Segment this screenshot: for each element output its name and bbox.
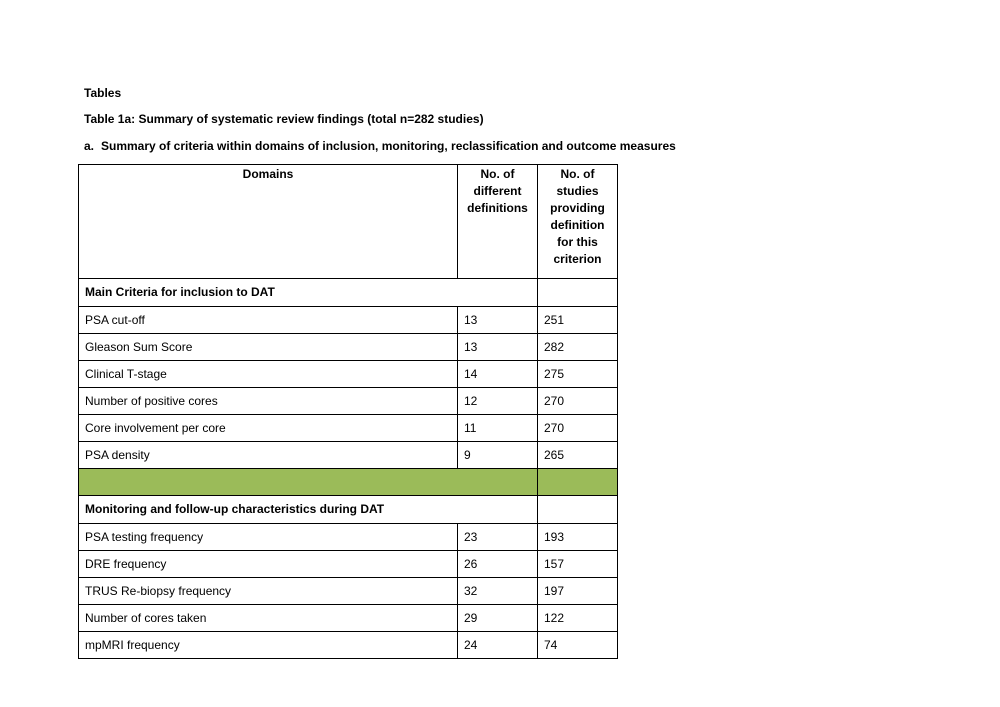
section-empty-cell: [538, 496, 618, 524]
separator-fill-cell: [538, 469, 618, 496]
studies-cell: 270: [538, 415, 618, 442]
section-row-monitoring: [79, 496, 618, 524]
definitions-cell: 24: [458, 632, 538, 659]
criterion-cell: TRUS Re-biopsy frequency: [79, 578, 458, 605]
studies-cell: 122: [538, 605, 618, 632]
section-heading-tables: Tables: [84, 86, 122, 100]
criterion-cell: Gleason Sum Score: [79, 334, 458, 361]
studies-cell: 265: [538, 442, 618, 469]
criterion-cell: Clinical T-stage: [79, 361, 458, 388]
definitions-cell: 11: [458, 415, 538, 442]
table-row: [79, 388, 618, 415]
studies-cell: 197: [538, 578, 618, 605]
criterion-cell: PSA density: [79, 442, 458, 469]
table-row: [79, 605, 618, 632]
studies-cell: 193: [538, 524, 618, 551]
table-row: [79, 551, 618, 578]
section-title-monitoring: Monitoring and follow-up characteristics during DAT: [79, 496, 538, 524]
summary-table: [78, 164, 618, 659]
subtitle-number: a.: [84, 139, 95, 153]
header-definitions: No. of different definitions: [458, 165, 538, 279]
table-row: [79, 632, 618, 659]
header-domains: Domains: [79, 165, 458, 279]
criterion-cell: Core involvement per core: [79, 415, 458, 442]
studies-cell: 251: [538, 307, 618, 334]
table-row: [79, 334, 618, 361]
definitions-cell: 9: [458, 442, 538, 469]
studies-cell: 157: [538, 551, 618, 578]
table-row: [79, 524, 618, 551]
criterion-cell: Number of positive cores: [79, 388, 458, 415]
criterion-cell: PSA cut-off: [79, 307, 458, 334]
definitions-cell: 13: [458, 307, 538, 334]
table-row: [79, 307, 618, 334]
table-title: Table 1a: Summary of systematic review findings (total n=282 studies): [84, 112, 484, 126]
definitions-cell: 13: [458, 334, 538, 361]
studies-cell: 270: [538, 388, 618, 415]
studies-cell: 275: [538, 361, 618, 388]
criterion-cell: PSA testing frequency: [79, 524, 458, 551]
table-row: [79, 442, 618, 469]
criterion-cell: mpMRI frequency: [79, 632, 458, 659]
definitions-cell: 12: [458, 388, 538, 415]
studies-cell: 282: [538, 334, 618, 361]
criterion-cell: Number of cores taken: [79, 605, 458, 632]
table-row: [79, 415, 618, 442]
separator-fill-cell: [79, 469, 538, 496]
definitions-cell: 23: [458, 524, 538, 551]
section-separator-row: [79, 469, 618, 496]
section-title-inclusion: Main Criteria for inclusion to DAT: [79, 279, 538, 307]
table-subtitle: [84, 139, 676, 153]
table-row: [79, 361, 618, 388]
table-row: [79, 578, 618, 605]
definitions-cell: 26: [458, 551, 538, 578]
definitions-cell: 29: [458, 605, 538, 632]
table-header-row: [79, 165, 618, 279]
subtitle-text: Summary of criteria within domains of inclusion, monitoring, reclassification and outcome measures: [101, 139, 676, 153]
definitions-cell: 32: [458, 578, 538, 605]
header-studies: No. of studies providing definition for this criterion: [538, 165, 618, 279]
section-empty-cell: [538, 279, 618, 307]
studies-cell: 74: [538, 632, 618, 659]
criterion-cell: DRE frequency: [79, 551, 458, 578]
section-row-inclusion: [79, 279, 618, 307]
definitions-cell: 14: [458, 361, 538, 388]
